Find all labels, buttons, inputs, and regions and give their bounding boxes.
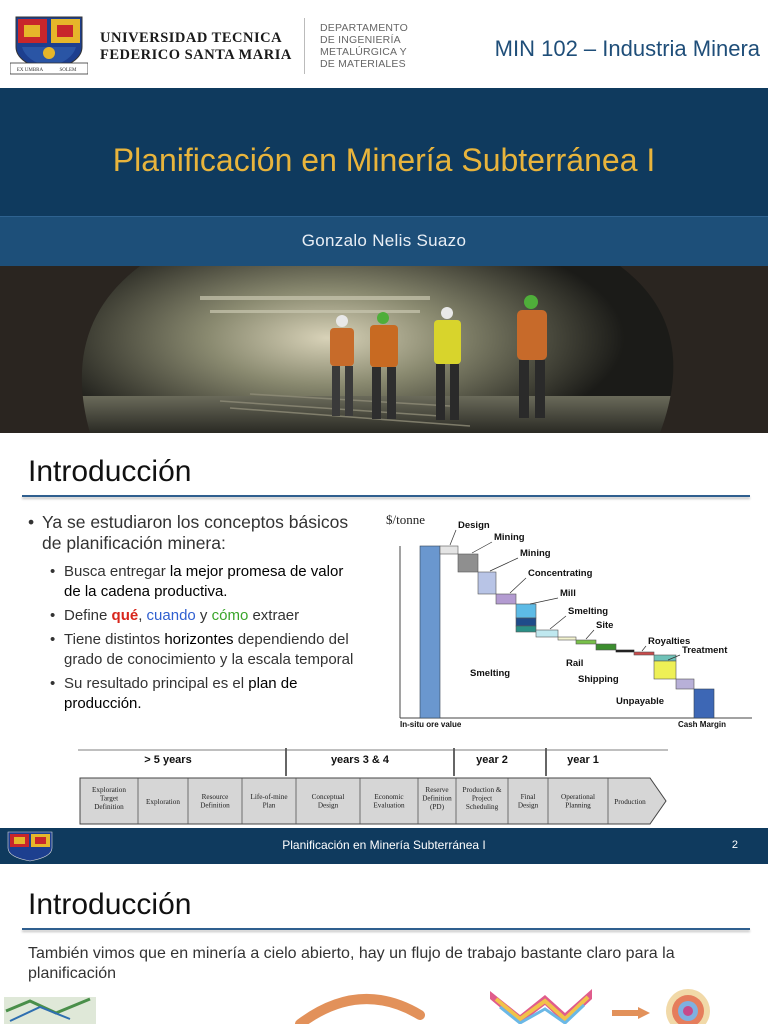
slide2-text: También vimos que en minería a cielo abierto, hay un flujo de trabajo bastante claro para la planificación	[28, 945, 675, 982]
sub-bullet-item	[28, 562, 358, 602]
bullet-list	[28, 512, 358, 718]
stage-operational-planning: Operational Planning	[561, 793, 595, 810]
label-treatment: Treatment	[682, 645, 728, 656]
bullet-text: Ya se estudiaron los conceptos básicos de planificación minera:	[42, 512, 349, 553]
university-name-line2: FEDERICO SANTA MARIA	[100, 47, 292, 63]
label-shipping: Shipping	[578, 674, 619, 685]
bar-mill-b	[516, 618, 536, 626]
stage-exploration: Exploration	[146, 798, 180, 806]
sub-bullet-item	[28, 630, 358, 670]
stage-production-scheduling: Production & Project Scheduling	[462, 786, 502, 811]
bullet-text: Define	[64, 607, 112, 624]
bar-shipping	[616, 650, 634, 652]
course-title: MIN 102 – Industria Minera	[494, 36, 760, 61]
label-concentrating: Concentrating	[528, 568, 593, 579]
flow-arrow	[300, 999, 420, 1024]
period-label: > 5 years	[144, 754, 192, 766]
department-name	[320, 22, 408, 70]
pit-shells-thumbnail	[490, 989, 592, 1024]
bar-site	[576, 640, 596, 644]
bar-mill-c	[516, 626, 536, 632]
bullet-text: dependiendo del grado de conocimiento y la escala temporal	[64, 631, 354, 668]
page-number: 2	[731, 839, 738, 851]
slide-header	[0, 0, 768, 88]
department-line: DEPARTAMENTO	[320, 22, 408, 34]
stage-conceptual-design: Conceptual Design	[311, 793, 345, 810]
stage-exploration-target: Exploration Target Definition	[92, 786, 126, 811]
label-design: Design	[458, 520, 490, 531]
underground-mine-photo	[0, 266, 768, 433]
header-divider	[304, 18, 305, 74]
stage-life-of-mine: Life-of-mine Plan	[250, 793, 288, 810]
crest-motto-right: SOLEM	[59, 68, 77, 73]
footer-title: Planificación en Minería Subterránea I	[282, 838, 486, 852]
period-label: year 1	[567, 754, 599, 766]
university-crest-logo	[10, 13, 88, 75]
label-mining: Mining	[494, 532, 525, 543]
planning-timeline	[78, 748, 668, 828]
bar-smelting-b	[558, 637, 576, 640]
bullet-emphasis: la mejor promesa de valor de la cadena productiva.	[64, 563, 344, 600]
bullet-text: Tiene distintos	[64, 631, 165, 648]
heading-rule	[22, 928, 750, 930]
bar-in-situ	[420, 546, 440, 718]
chart-ylabel: $/tonne	[386, 512, 425, 527]
bar-royalties	[634, 652, 654, 655]
pit-design-thumbnail	[666, 989, 710, 1024]
label-mill: Mill	[560, 588, 576, 599]
bar-cash-margin	[694, 689, 714, 718]
bar-treatment-b	[654, 661, 676, 679]
value-waterfall-chart	[380, 508, 764, 740]
bullet-emphasis: plan de producción.	[64, 675, 298, 712]
period-label: years 3 & 4	[330, 754, 390, 766]
block-model-thumbnail	[4, 997, 96, 1024]
bullet-item	[28, 512, 358, 554]
bar-mill-a	[516, 604, 536, 618]
bar-mining	[458, 554, 478, 572]
workflow-thumbnails	[0, 985, 768, 1024]
stage-economic-evaluation: Economic Evaluation	[373, 793, 405, 810]
bar-smelting-a	[536, 630, 558, 637]
stage-resource-definition: Resource Definition	[200, 793, 230, 810]
heading-rule	[22, 495, 750, 497]
sub-bullet-item	[28, 606, 358, 626]
word-cuando: cuando	[146, 607, 196, 624]
period-label: year 2	[476, 754, 508, 766]
bullet-emphasis: horizontes	[164, 631, 234, 648]
word-como: cómo	[211, 607, 249, 624]
department-line: DE MATERIALES	[320, 58, 406, 70]
label-site: Site	[596, 620, 614, 631]
stage-final-design: Final Design	[517, 793, 539, 810]
bullet-text: y	[195, 607, 212, 624]
label-cash-margin: Cash Margin	[678, 720, 727, 729]
section-heading: Introducción	[28, 888, 192, 921]
label-in-situ: In-situ ore value	[400, 720, 462, 729]
label-rail: Rail	[566, 658, 584, 669]
crest-motto-left: EX UMBRA	[16, 68, 44, 73]
author-name: Gonzalo Nelis Suazo	[301, 231, 467, 250]
sub-bullet-item	[28, 674, 358, 714]
bullet-text: Su resultado principal es el	[64, 675, 249, 692]
bullet-text: ,	[138, 607, 147, 624]
department-line: METALÚRGICA Y	[320, 46, 407, 58]
presentation-title: Planificación en Minería Subterránea I	[112, 142, 656, 178]
bar-rail	[596, 644, 616, 650]
department-line: DE INGENIERÍA	[320, 34, 401, 46]
bullet-text: extraer	[248, 607, 300, 624]
word-que: qué	[111, 607, 139, 624]
bullet-text: Busca entregar	[64, 563, 170, 580]
flow-arrow-head	[638, 1007, 650, 1019]
university-name-line1: UNIVERSIDAD TECNICA	[100, 30, 283, 46]
stage-production: Production	[614, 798, 646, 806]
label-royalties: Royalties	[648, 636, 691, 647]
stage-reserve-definition: Reserve Definition (PD)	[422, 786, 452, 811]
label-smelting: Smelting	[568, 606, 609, 617]
label-mining-2: Mining	[520, 548, 551, 559]
section-heading: Introducción	[28, 455, 192, 488]
bar-unpayable	[676, 679, 694, 689]
label-smelting-2: Smelting	[470, 668, 511, 679]
bar-concentrating	[496, 594, 516, 604]
bar-mining-2	[478, 572, 496, 594]
label-unpayable: Unpayable	[616, 696, 665, 707]
university-name	[100, 30, 292, 64]
bar-design	[440, 546, 458, 554]
